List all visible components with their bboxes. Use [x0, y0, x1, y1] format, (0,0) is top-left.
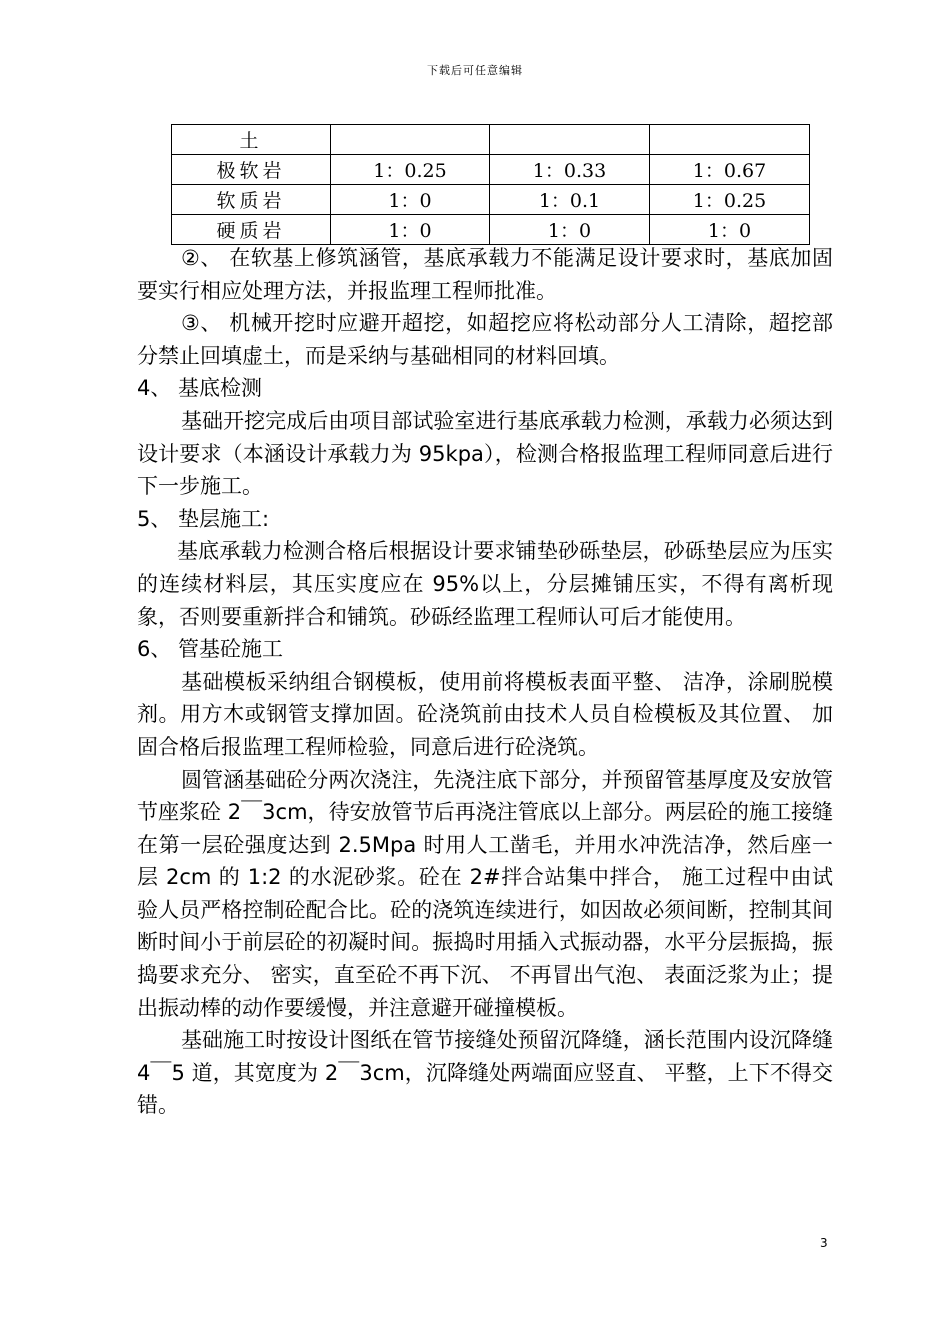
table-cell: 1：0 — [490, 215, 650, 245]
table-cell: 土 — [172, 125, 331, 155]
table-cell: 极软岩 — [172, 155, 331, 185]
table-cell: 1：0.25 — [331, 155, 490, 185]
table-cell: 1：0 — [650, 215, 810, 245]
table-row — [172, 155, 810, 185]
slope-ratio-table — [171, 124, 810, 245]
table-cell — [650, 125, 810, 155]
table-cell: 1：0 — [331, 215, 490, 245]
table-row — [172, 215, 810, 245]
table-cell: 1：0 — [331, 185, 490, 215]
table-cell: 硬质岩 — [172, 215, 331, 245]
paragraph-cushion-layer: 基底承载力检测合格后根据设计要求铺垫砂砾垫层，砂砾垫层应为压实的连续材料层，其压实度应在 95%以上，分层摊铺压实，不得有离析现象，否则要重新拌合和铺筑。砂砾经监理工程师认可后才能使用。 — [137, 539, 833, 629]
section-heading-cushion-layer: 5、 垫层施工: — [137, 506, 270, 531]
table-cell — [490, 125, 650, 155]
section-heading-base-inspection: 4、 基底检测 — [137, 376, 263, 401]
paragraph-base-inspection: 基础开挖完成后由项目部试验室进行基底承载力检测，承载力必须达到设计要求（本涵设计承载力为 95kpa），检测合格报监理工程师同意后进行下一步施工。 — [137, 408, 833, 499]
paragraph-over-excavation: ③、 机械开挖时应避开超挖，如超挖应将松动部分人工清除，超挖部分禁止回填虚土，而是采纳与基础相同的材料回填。 — [137, 311, 833, 368]
paragraph-foundation-reinforcement: ②、 在软基上修筑涵管，基底承载力不能满足设计要求时，基底加固要实行相应处理方法，并报监理工程师批准。 — [137, 246, 833, 303]
paragraph-settlement-joints: 基础施工时按设计图纸在管节接缝处预留沉降缝，涵长范围内设沉降缝 4￣5 道，其宽度为 2￣3cm，沉降缝处两端面应竖直、 平整，上下不得交错。 — [137, 1028, 833, 1118]
table-cell: 1：0.25 — [650, 185, 810, 215]
page-header: 下载后可任意编辑 — [427, 64, 523, 77]
body-text — [137, 242, 833, 1122]
table-cell: 1：0.1 — [490, 185, 650, 215]
table-cell: 1：0.67 — [650, 155, 810, 185]
table-cell — [331, 125, 490, 155]
table-row — [172, 185, 810, 215]
section-heading-pipe-base: 6、 管基砼施工 — [137, 637, 284, 662]
table-cell: 软质岩 — [172, 185, 331, 215]
table-cell: 1：0.33 — [490, 155, 650, 185]
paragraph-formwork: 基础模板采纳组合钢模板，使用前将模板表面平整、 洁净，涂刷脱模剂。用方木或钢管支撑加固。砼浇筑前由技术人员自检模板及其位置、 加固合格后报监理工程师检验，同意后进行砼浇筑。 — [137, 669, 833, 759]
page-number: 3 — [820, 1236, 828, 1250]
paragraph-concrete-pouring: 圆管涵基础砼分两次浇注，先浇注底下部分，并预留管基厚度及安放管节座浆砼 2￣3cm，待安放管节后再浇注管底以上部分。两层砼的施工接缝在第一层砼强度达到 2.5Mpa 时用人工凿毛，并用水冲洗洁净，然后座一层 2cm 的 1:2 的水泥砂浆。砼在 2#拌合站集中拌合， 施工过程中由试验人员严格控制砼配合比。砼的浇筑连续进行，如因故必须间断，控制其间断时间小于前层砼的初凝时间。振捣时用插入式振动器，水平分层振捣，振捣要求充分、 密实，直至砼不再下沉、 不再冒出气泡、 表面泛浆为止；提出振动棒的动作要缓慢，并注意避开碰撞模板。 — [137, 767, 833, 1020]
table-row — [172, 125, 810, 155]
